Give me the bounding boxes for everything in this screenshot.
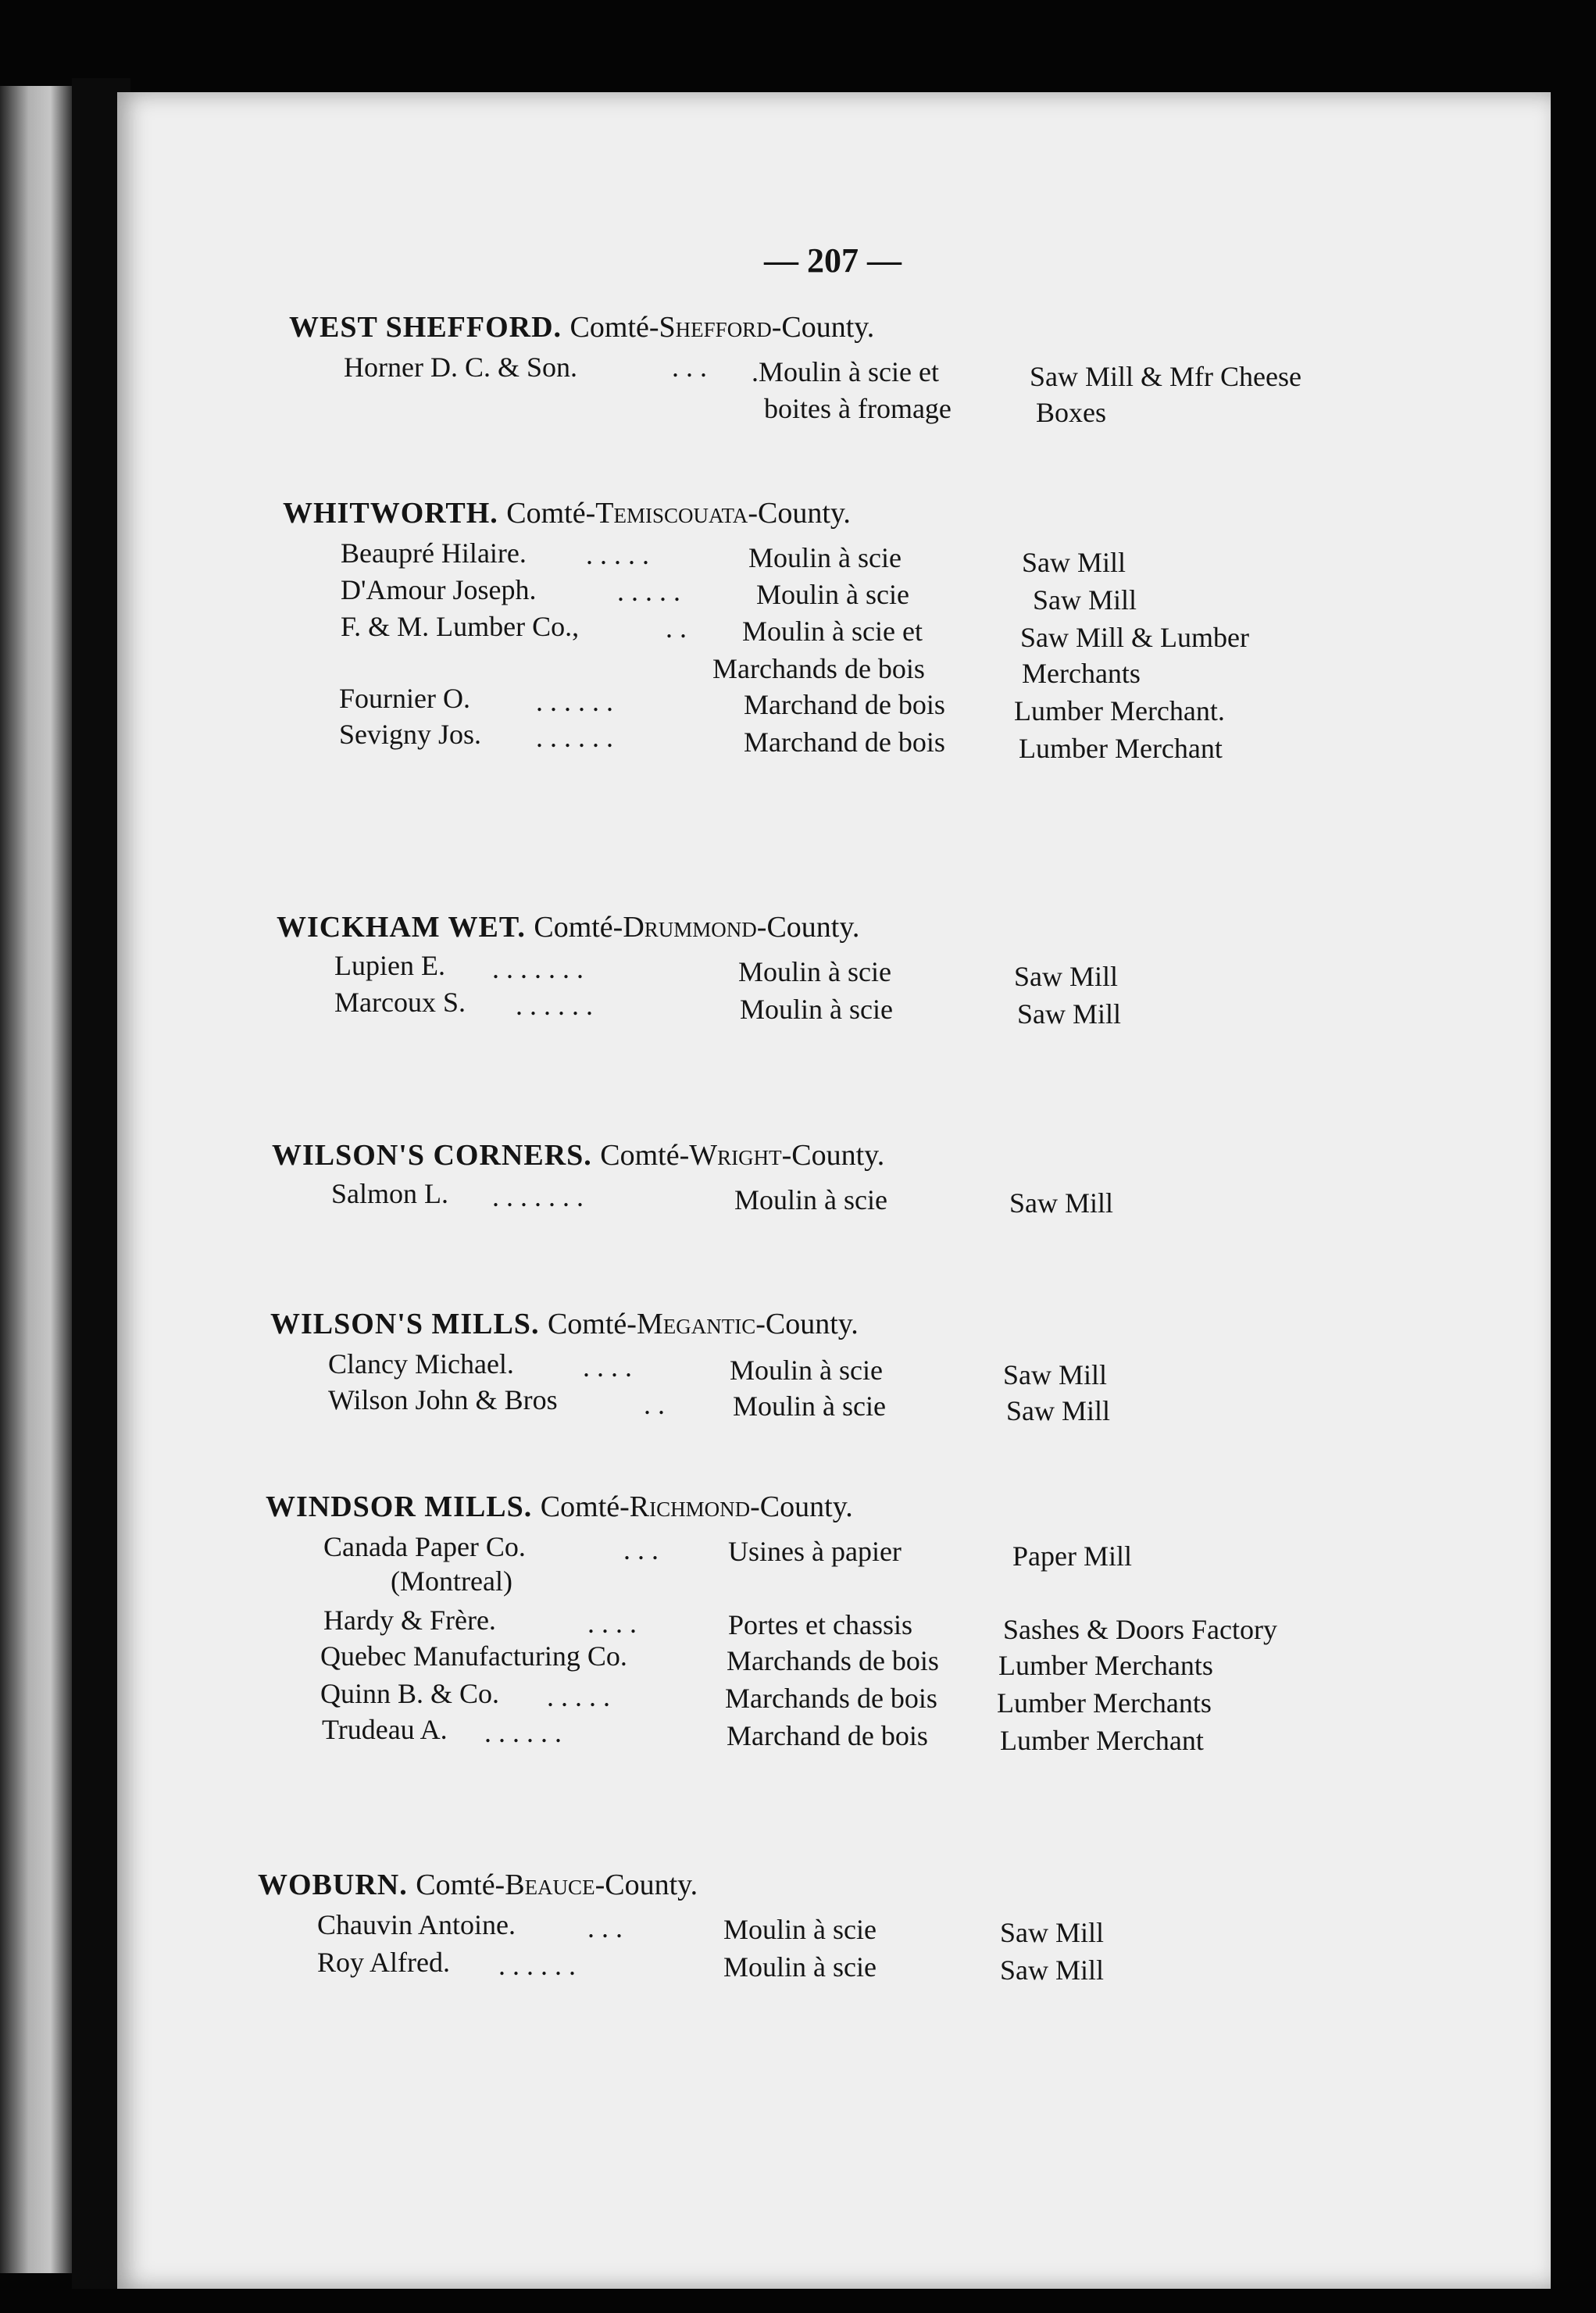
entry-dots: . . . . . . . xyxy=(492,1181,584,1212)
entry-name: Marcoux S. xyxy=(334,987,466,1018)
entry-dots: . . . . . . xyxy=(516,990,593,1021)
entry-english: Saw Mill xyxy=(1022,547,1126,578)
entry-dots: . . . . . . xyxy=(536,722,613,753)
entry-english: Saw Mill xyxy=(1003,1359,1108,1390)
entry-english: Lumber Merchant. xyxy=(1014,695,1225,726)
entry-french: Moulin à scie xyxy=(733,1390,886,1422)
entry-english: Saw Mill xyxy=(1014,961,1119,992)
entry-french: Moulin à scie xyxy=(738,956,891,987)
place-heading xyxy=(258,1870,698,1900)
page-number: — 207 — xyxy=(764,241,902,280)
entry-french: Moulin à scie xyxy=(730,1355,883,1386)
place-heading xyxy=(266,1492,853,1522)
entry-dots: . . . xyxy=(672,352,707,383)
entry-english: Lumber Merchant xyxy=(1019,733,1223,764)
entry-name: Hardy & Frère. xyxy=(323,1604,496,1636)
entry-french: Moulin à scie xyxy=(723,1914,877,1945)
entry-dots: . . . . xyxy=(587,1608,637,1639)
entry-english: Saw Mill xyxy=(1000,1954,1105,1986)
entry-french: Moulin à scie xyxy=(756,579,909,610)
place-heading xyxy=(270,1309,859,1339)
place-heading xyxy=(272,1140,884,1170)
entry-english: Saw Mill & Mfr Cheese xyxy=(1030,361,1301,392)
entry-french: boites à fromage xyxy=(764,393,952,424)
place-name: WILSON'S CORNERS. xyxy=(272,1139,592,1172)
entry-french: Moulin à scie et xyxy=(742,616,923,647)
entry-french: Moulin à scie xyxy=(740,994,893,1025)
place-name: WILSON'S MILLS. xyxy=(270,1308,540,1340)
entry-dots: . . . . . . xyxy=(536,686,613,717)
entry-dots: . . . . . xyxy=(547,1681,610,1712)
entry-english: Lumber Merchants xyxy=(997,1687,1212,1719)
place-name: WEST SHEFFORD. xyxy=(289,311,562,344)
county-label: Comté-Drummond-County. xyxy=(534,911,860,944)
county-label: Comté-Wright-County. xyxy=(600,1139,885,1172)
entry-dots: . . . . . . . xyxy=(492,953,584,984)
entry-name: Quebec Manufacturing Co. xyxy=(320,1640,627,1672)
place-heading xyxy=(283,498,851,528)
county-label: Comté-Megantic-County. xyxy=(547,1308,859,1340)
place-name: WINDSOR MILLS. xyxy=(266,1490,533,1523)
facing-page-edge xyxy=(0,86,72,2273)
county-label: Comté-Richmond-County. xyxy=(540,1490,853,1523)
entry-french: Marchands de bois xyxy=(712,653,925,684)
entry-french: Marchand de bois xyxy=(744,726,945,758)
place-name: WHITWORTH. xyxy=(283,497,498,530)
place-heading xyxy=(277,912,859,942)
entry-name: Trudeau A. xyxy=(322,1714,448,1745)
entry-french: Marchand de bois xyxy=(744,689,945,720)
entry-dots: . . . . . . xyxy=(498,1950,576,1981)
entry-dots: . . . . . xyxy=(617,576,680,607)
entry-name: Quinn B. & Co. xyxy=(320,1678,500,1709)
entry-dots: . . . xyxy=(623,1534,659,1565)
entry-name: Lupien E. xyxy=(334,950,445,981)
place-name: WICKHAM WET. xyxy=(277,911,526,944)
entry-french: Moulin à scie xyxy=(748,542,902,573)
entry-dots: . . . xyxy=(587,1912,623,1944)
entry-french: Moulin à scie xyxy=(723,1951,877,1983)
entry-english: Saw Mill xyxy=(1006,1395,1111,1426)
entry-name: Canada Paper Co. xyxy=(323,1531,526,1562)
entry-name: Wilson John & Bros xyxy=(328,1384,558,1415)
entry-name: Salmon L. xyxy=(331,1178,448,1209)
entry-name: F. & M. Lumber Co., xyxy=(341,611,580,642)
entry-english: Saw Mill xyxy=(1009,1187,1114,1219)
entry-dots: . . xyxy=(644,1389,665,1420)
place-name: WOBURN. xyxy=(258,1869,408,1901)
entry-dots: . . . . . xyxy=(586,539,649,570)
entry-name: Clancy Michael. xyxy=(328,1348,514,1380)
entry-name: (Montreal) xyxy=(391,1565,512,1597)
entry-name: Horner D. C. & Son. xyxy=(344,352,577,383)
entry-dots: . . xyxy=(666,612,687,644)
entry-name: Sevigny Jos. xyxy=(339,719,482,750)
entry-dots: . . . . . . xyxy=(484,1717,562,1748)
entry-name: Chauvin Antoine. xyxy=(317,1909,516,1940)
entry-french: Marchands de bois xyxy=(727,1645,939,1676)
entry-name: Fournier O. xyxy=(339,683,470,714)
entry-french: Marchands de bois xyxy=(725,1683,937,1714)
entry-english: Lumber Merchants xyxy=(998,1650,1213,1681)
entry-name: Beaupré Hilaire. xyxy=(341,537,527,569)
entry-english: Merchants xyxy=(1022,658,1141,689)
place-heading xyxy=(289,312,874,342)
entry-english: Sashes & Doors Factory xyxy=(1003,1614,1277,1645)
county-label: Comté-Temiscouata-County. xyxy=(506,497,851,530)
entry-english: Saw Mill xyxy=(1017,998,1122,1030)
entry-french: Portes et chassis xyxy=(728,1609,912,1640)
entry-french: .Moulin à scie et xyxy=(752,356,939,387)
entry-english: Lumber Merchant xyxy=(1000,1725,1204,1756)
entry-name: Roy Alfred. xyxy=(317,1947,450,1978)
entry-french: Usines à papier xyxy=(728,1536,902,1567)
entry-english: Saw Mill xyxy=(1033,584,1137,616)
county-label: Comté-Shefford-County. xyxy=(569,311,875,344)
entry-english: Saw Mill xyxy=(1000,1917,1105,1948)
entry-english: Saw Mill & Lumber xyxy=(1020,622,1249,653)
entry-french: Moulin à scie xyxy=(734,1184,887,1215)
entry-english: Paper Mill xyxy=(1012,1540,1132,1572)
county-label: Comté-Beauce-County. xyxy=(416,1869,698,1901)
entry-french: Marchand de bois xyxy=(727,1720,928,1751)
entry-dots: . . . . xyxy=(583,1351,632,1383)
entry-name: D'Amour Joseph. xyxy=(341,574,537,605)
entry-english: Boxes xyxy=(1036,397,1106,428)
